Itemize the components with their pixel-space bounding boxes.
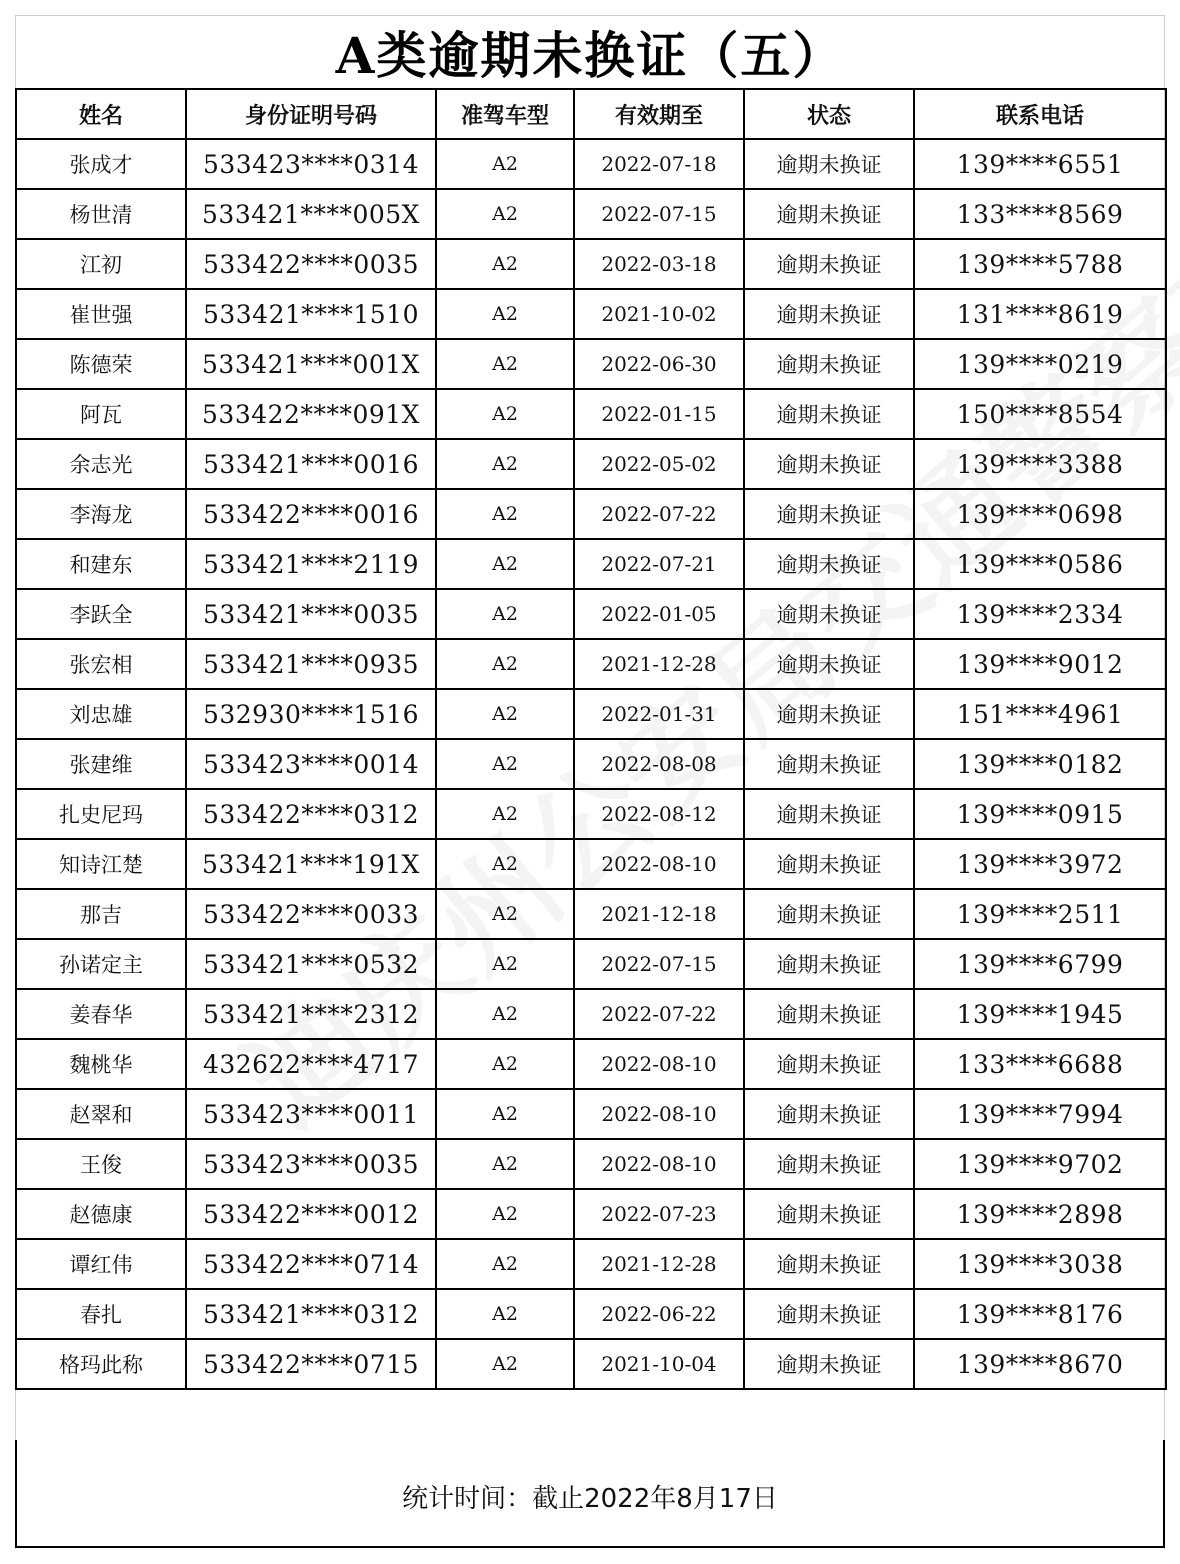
cell-phone: 139****2334 [914,589,1166,639]
cell-id: 533421****191X [186,839,436,889]
cell-vehicle-type: A2 [436,889,574,939]
cell-valid-until: 2022-07-22 [574,489,744,539]
cell-status: 逾期未换证 [744,139,914,189]
cell-phone: 139****0698 [914,489,1166,539]
cell-valid-until: 2022-08-10 [574,1089,744,1139]
cell-valid-until: 2021-10-04 [574,1339,744,1389]
cell-vehicle-type: A2 [436,489,574,539]
cell-valid-until: 2022-07-18 [574,139,744,189]
cell-name: 扎史尼玛 [16,789,186,839]
table-row [16,1339,1166,1389]
cell-vehicle-type: A2 [436,739,574,789]
cell-vehicle-type: A2 [436,1339,574,1389]
table-row [16,939,1166,989]
cell-status: 逾期未换证 [744,539,914,589]
cell-valid-until: 2022-07-22 [574,989,744,1039]
table-row [16,1239,1166,1289]
cell-name: 李跃全 [16,589,186,639]
cell-id: 533421****1510 [186,289,436,339]
cell-phone: 139****3388 [914,439,1166,489]
cell-name: 张建维 [16,739,186,789]
cell-phone: 139****0219 [914,339,1166,389]
cell-valid-until: 2022-08-10 [574,1139,744,1189]
cell-name: 知诗江楚 [16,839,186,889]
cell-status: 逾期未换证 [744,1339,914,1389]
cell-vehicle-type: A2 [436,239,574,289]
cell-phone: 139****8670 [914,1339,1166,1389]
cell-status: 逾期未换证 [744,1289,914,1339]
cell-vehicle-type: A2 [436,989,574,1039]
cell-status: 逾期未换证 [744,389,914,439]
cell-vehicle-type: A2 [436,789,574,839]
cell-vehicle-type: A2 [436,539,574,589]
cell-name: 孙诺定主 [16,939,186,989]
cell-phone: 133****8569 [914,189,1166,239]
header-name: 姓名 [16,89,186,139]
cell-id: 533422****091X [186,389,436,439]
table-row [16,789,1166,839]
cell-phone: 133****6688 [914,1039,1166,1089]
table-row [16,539,1166,589]
table-row [16,389,1166,439]
cell-name: 赵德康 [16,1189,186,1239]
records-table [15,88,1167,1390]
cell-status: 逾期未换证 [744,1239,914,1289]
cell-valid-until: 2022-05-02 [574,439,744,489]
cell-vehicle-type: A2 [436,1239,574,1289]
cell-name: 江初 [16,239,186,289]
cell-phone: 139****1945 [914,989,1166,1039]
cell-vehicle-type: A2 [436,1189,574,1239]
table-row [16,339,1166,389]
cell-id: 533423****0035 [186,1139,436,1189]
cell-name: 春扎 [16,1289,186,1339]
cell-vehicle-type: A2 [436,339,574,389]
cell-name: 那吉 [16,889,186,939]
cell-phone: 151****4961 [914,689,1166,739]
cell-name: 陈德荣 [16,339,186,389]
cell-vehicle-type: A2 [436,689,574,739]
cell-status: 逾期未换证 [744,1089,914,1139]
cell-status: 逾期未换证 [744,439,914,489]
cell-vehicle-type: A2 [436,1139,574,1189]
cell-name: 和建东 [16,539,186,589]
cell-vehicle-type: A2 [436,389,574,439]
cell-name: 格玛此称 [16,1339,186,1389]
cell-status: 逾期未换证 [744,1039,914,1089]
cell-phone: 139****3972 [914,839,1166,889]
cell-name: 姜春华 [16,989,186,1039]
cell-phone: 139****0586 [914,539,1166,589]
cell-valid-until: 2022-01-31 [574,689,744,739]
cell-id: 533421****0312 [186,1289,436,1339]
table-row [16,1189,1166,1239]
cell-valid-until: 2022-08-10 [574,1039,744,1089]
cell-vehicle-type: A2 [436,1089,574,1139]
cell-status: 逾期未换证 [744,289,914,339]
cell-id: 533421****2119 [186,539,436,589]
table-row [16,139,1166,189]
cell-name: 张成才 [16,139,186,189]
cell-phone: 139****2898 [914,1189,1166,1239]
cell-status: 逾期未换证 [744,639,914,689]
cell-phone: 131****8619 [914,289,1166,339]
cell-phone: 139****7994 [914,1089,1166,1139]
cell-status: 逾期未换证 [744,189,914,239]
cell-id: 432622****4717 [186,1039,436,1089]
cell-name: 魏桃华 [16,1039,186,1089]
cell-vehicle-type: A2 [436,139,574,189]
cell-name: 谭红伟 [16,1239,186,1289]
cell-valid-until: 2021-12-18 [574,889,744,939]
cell-vehicle-type: A2 [436,1289,574,1339]
cell-id: 533422****0715 [186,1339,436,1389]
header-row [16,89,1166,139]
cell-name: 崔世强 [16,289,186,339]
cell-phone: 139****9012 [914,639,1166,689]
cell-id: 533421****0035 [186,589,436,639]
cell-name: 余志光 [16,439,186,489]
cell-valid-until: 2022-07-15 [574,189,744,239]
cell-vehicle-type: A2 [436,839,574,889]
cell-status: 逾期未换证 [744,839,914,889]
table-row [16,589,1166,639]
table-row [16,889,1166,939]
cell-id: 533421****0935 [186,639,436,689]
cell-status: 逾期未换证 [744,589,914,639]
statistics-time-footer: 统计时间：截止2022年8月17日 [15,1440,1165,1548]
cell-phone: 139****6799 [914,939,1166,989]
table-row [16,1089,1166,1139]
cell-id: 533421****0532 [186,939,436,989]
cell-phone: 139****6551 [914,139,1166,189]
cell-valid-until: 2022-08-08 [574,739,744,789]
cell-name: 阿瓦 [16,389,186,439]
cell-valid-until: 2022-07-23 [574,1189,744,1239]
table-row [16,489,1166,539]
cell-name: 李海龙 [16,489,186,539]
table-row [16,1139,1166,1189]
table-row [16,189,1166,239]
table-row [16,239,1166,289]
table-row [16,839,1166,889]
cell-id: 533423****0011 [186,1089,436,1139]
table-row [16,739,1166,789]
cell-phone: 139****3038 [914,1239,1166,1289]
cell-valid-until: 2022-08-12 [574,789,744,839]
table-row [16,639,1166,689]
cell-status: 逾期未换证 [744,789,914,839]
cell-name: 赵翠和 [16,1089,186,1139]
cell-id: 533421****0016 [186,439,436,489]
cell-vehicle-type: A2 [436,1039,574,1089]
cell-id: 533422****0714 [186,1239,436,1289]
header-phone: 联系电话 [914,89,1166,139]
cell-valid-until: 2022-08-10 [574,839,744,889]
cell-phone: 139****8176 [914,1289,1166,1339]
cell-id: 533422****0033 [186,889,436,939]
cell-valid-until: 2022-01-15 [574,389,744,439]
cell-status: 逾期未换证 [744,489,914,539]
cell-vehicle-type: A2 [436,439,574,489]
table-row [16,439,1166,489]
cell-status: 逾期未换证 [744,989,914,1039]
cell-vehicle-type: A2 [436,289,574,339]
cell-name: 杨世清 [16,189,186,239]
cell-status: 逾期未换证 [744,1139,914,1189]
cell-phone: 150****8554 [914,389,1166,439]
cell-id: 533421****2312 [186,989,436,1039]
page-title: A类逾期未换证（五） [335,26,845,85]
table-row [16,1039,1166,1089]
cell-valid-until: 2022-01-05 [574,589,744,639]
cell-id: 533422****0312 [186,789,436,839]
header-status: 状态 [744,89,914,139]
table-row [16,989,1166,1039]
cell-status: 逾期未换证 [744,689,914,739]
cell-id: 533422****0035 [186,239,436,289]
cell-vehicle-type: A2 [436,939,574,989]
table-row [16,289,1166,339]
cell-phone: 139****0182 [914,739,1166,789]
cell-status: 逾期未换证 [744,739,914,789]
cell-phone: 139****0915 [914,789,1166,839]
cell-valid-until: 2022-07-21 [574,539,744,589]
cell-id: 533422****0012 [186,1189,436,1239]
cell-name: 王俊 [16,1139,186,1189]
cell-valid-until: 2021-12-28 [574,639,744,689]
table-body [16,139,1166,1389]
cell-valid-until: 2022-07-15 [574,939,744,989]
cell-vehicle-type: A2 [436,189,574,239]
cell-valid-until: 2022-03-18 [574,239,744,289]
cell-status: 逾期未换证 [744,239,914,289]
header-vehicle-type: 准驾车型 [436,89,574,139]
cell-name: 刘忠雄 [16,689,186,739]
cell-id: 533421****005X [186,189,436,239]
table-row [16,689,1166,739]
cell-name: 张宏相 [16,639,186,689]
cell-valid-until: 2022-06-22 [574,1289,744,1339]
header-id: 身份证明号码 [186,89,436,139]
cell-id: 533421****001X [186,339,436,389]
cell-phone: 139****2511 [914,889,1166,939]
table-row [16,1289,1166,1339]
cell-id: 532930****1516 [186,689,436,739]
cell-valid-until: 2021-10-02 [574,289,744,339]
cell-vehicle-type: A2 [436,639,574,689]
header-valid-until: 有效期至 [574,89,744,139]
cell-id: 533422****0016 [186,489,436,539]
cell-status: 逾期未换证 [744,939,914,989]
cell-status: 逾期未换证 [744,1189,914,1239]
cell-valid-until: 2022-06-30 [574,339,744,389]
cell-phone: 139****9702 [914,1139,1166,1189]
cell-phone: 139****5788 [914,239,1166,289]
cell-valid-until: 2021-12-28 [574,1239,744,1289]
cell-status: 逾期未换证 [744,889,914,939]
cell-status: 逾期未换证 [744,339,914,389]
cell-id: 533423****0014 [186,739,436,789]
cell-id: 533423****0314 [186,139,436,189]
cell-vehicle-type: A2 [436,589,574,639]
